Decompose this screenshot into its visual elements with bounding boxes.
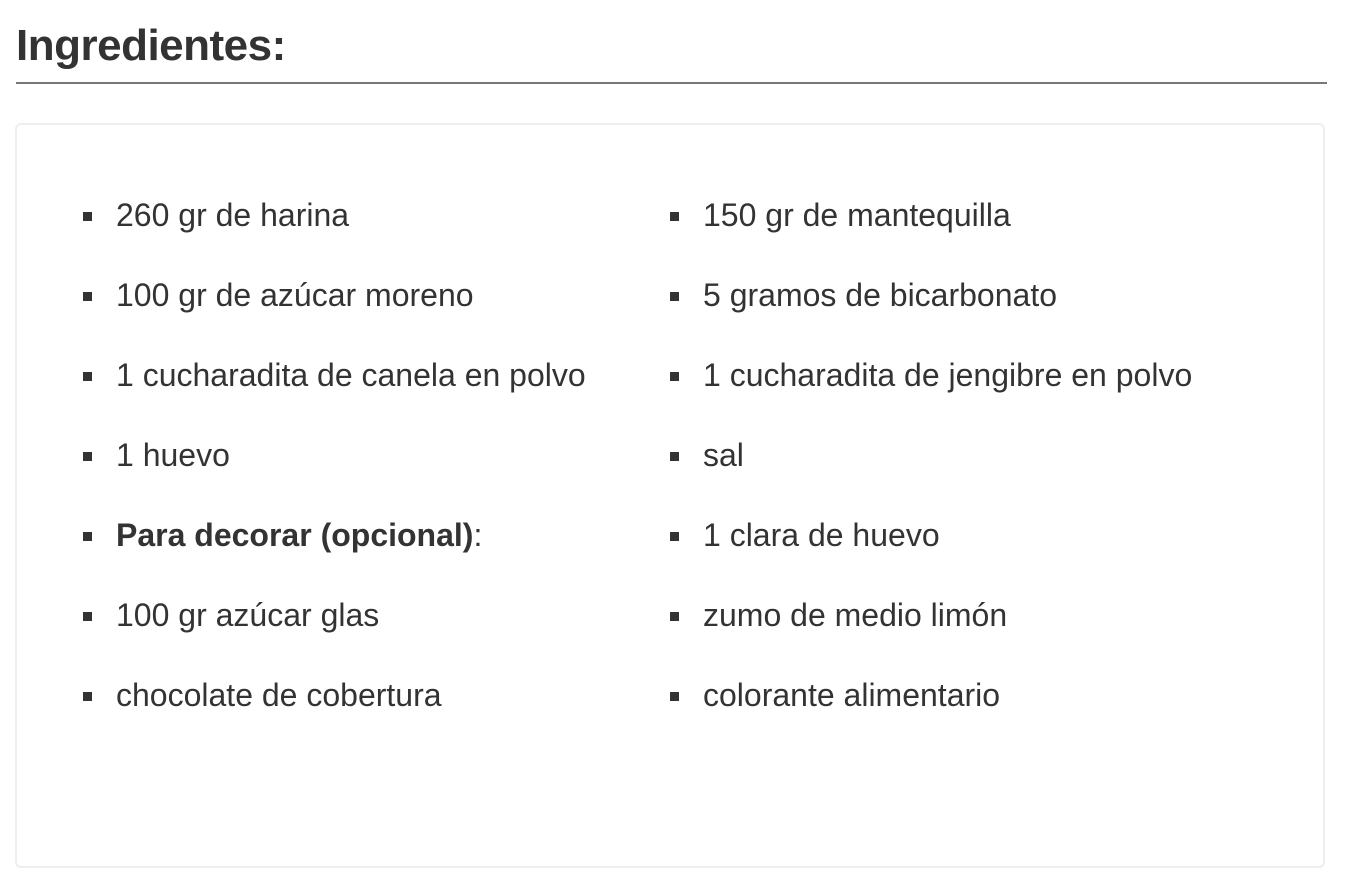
list-item xyxy=(80,191,606,239)
list-item xyxy=(80,591,606,639)
ingredient-text: 150 gr de mantequilla xyxy=(703,197,1011,233)
list-item xyxy=(80,511,606,559)
list-item xyxy=(667,671,1193,719)
square-bullet-icon xyxy=(83,532,92,541)
list-item xyxy=(667,191,1193,239)
square-bullet-icon xyxy=(670,612,679,621)
ingredients-list-right xyxy=(667,191,1193,751)
ingredient-text: 100 gr de azúcar moreno xyxy=(116,277,474,313)
decoration-heading-colon: : xyxy=(473,517,483,553)
title-divider xyxy=(16,82,1327,84)
ingredient-text: chocolate de cobertura xyxy=(116,677,442,713)
list-item xyxy=(667,431,1193,479)
square-bullet-icon xyxy=(670,532,679,541)
ingredient-text: colorante alimentario xyxy=(703,677,1001,713)
square-bullet-icon xyxy=(670,292,679,301)
list-item xyxy=(80,271,606,319)
square-bullet-icon xyxy=(670,212,679,221)
list-item xyxy=(80,671,606,719)
list-item xyxy=(667,591,1193,639)
ingredient-text: 1 clara de huevo xyxy=(703,517,940,553)
ingredients-list-left xyxy=(80,191,606,751)
square-bullet-icon xyxy=(670,372,679,381)
square-bullet-icon xyxy=(83,612,92,621)
ingredient-text: 1 cucharadita de canela en polvo xyxy=(116,357,586,393)
decoration-heading: Para decorar (opcional) xyxy=(116,517,474,553)
square-bullet-icon xyxy=(83,212,92,221)
square-bullet-icon xyxy=(83,372,92,381)
ingredient-text: 1 cucharadita de jengibre en polvo xyxy=(703,357,1193,393)
ingredient-text: 1 huevo xyxy=(116,437,230,473)
ingredient-text: zumo de medio limón xyxy=(703,597,1008,633)
ingredient-text: 260 gr de harina xyxy=(116,197,350,233)
square-bullet-icon xyxy=(670,452,679,461)
list-item xyxy=(667,271,1193,319)
square-bullet-icon xyxy=(83,452,92,461)
page-title: Ingredientes: xyxy=(16,21,286,70)
list-item xyxy=(667,351,1193,399)
list-item xyxy=(667,511,1193,559)
square-bullet-icon xyxy=(83,692,92,701)
ingredient-text: 100 gr azúcar glas xyxy=(116,597,380,633)
square-bullet-icon xyxy=(83,292,92,301)
list-item xyxy=(80,351,606,399)
ingredient-text: 5 gramos de bicarbonato xyxy=(703,277,1057,313)
list-item xyxy=(80,431,606,479)
ingredient-text: sal xyxy=(703,437,744,473)
square-bullet-icon xyxy=(670,692,679,701)
